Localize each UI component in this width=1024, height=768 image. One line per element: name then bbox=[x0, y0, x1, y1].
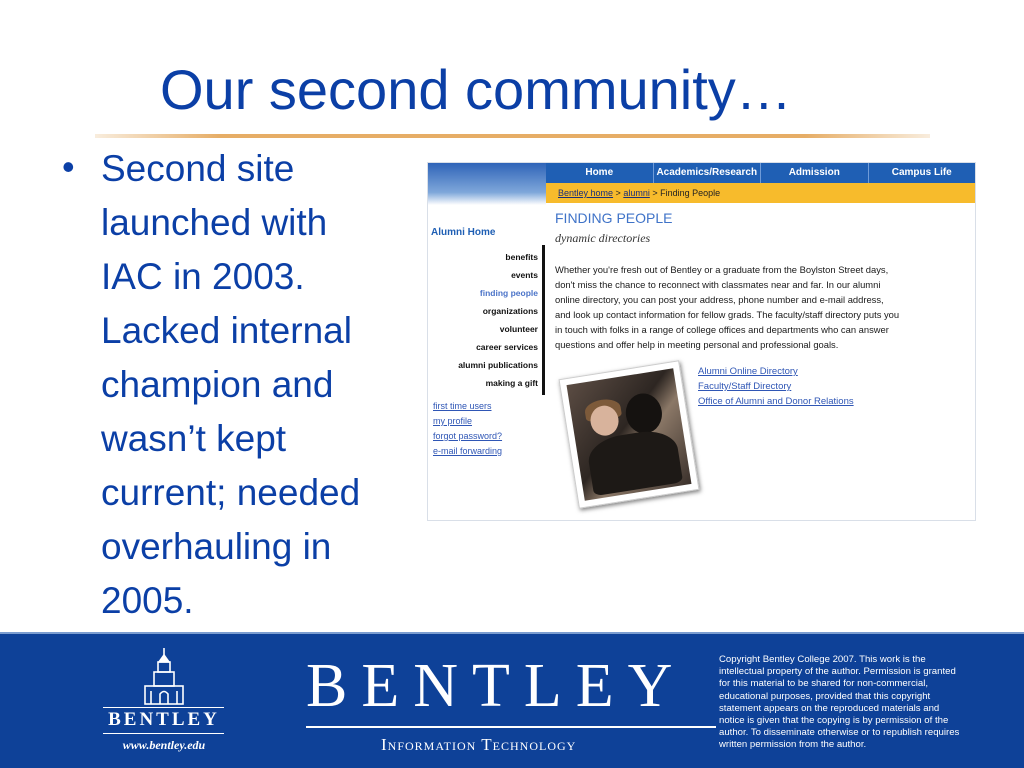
menu-item-alumni-publications[interactable]: alumni publications bbox=[458, 360, 538, 370]
brand-underline bbox=[306, 726, 716, 728]
site-header-gradient bbox=[428, 163, 546, 205]
copyright-line: for this material to be shared for non-commercial, bbox=[719, 678, 929, 690]
bentley-brand: BENTLEY bbox=[306, 652, 687, 720]
copyright-line: educational purposes, provided that this copyright bbox=[719, 690, 931, 702]
menu-item-career-services[interactable]: career services bbox=[476, 342, 538, 352]
menu-divider bbox=[542, 245, 545, 395]
first-time-users-link[interactable]: first time users bbox=[433, 401, 492, 411]
logo-rule-top bbox=[103, 707, 224, 708]
site-nav-campus-life[interactable]: Campus Life bbox=[891, 167, 952, 178]
copyright-line: statement appears on the reproduced materials and bbox=[719, 702, 940, 714]
bullet-line: overhauling in bbox=[101, 526, 332, 567]
logo-wordmark: BENTLEY bbox=[108, 709, 220, 730]
account-links bbox=[433, 399, 502, 459]
copyright-line: notice is given that the copying is by permission of the bbox=[719, 715, 949, 727]
breadcrumb-home-link[interactable]: Bentley home bbox=[558, 188, 614, 198]
bullet-line: 2005. bbox=[101, 580, 194, 621]
bullet-symbol: • bbox=[62, 146, 75, 187]
forgot-password-link[interactable]: forgot password? bbox=[433, 431, 503, 441]
email-forwarding-link[interactable]: e-mail forwarding bbox=[433, 446, 503, 456]
hug-photo bbox=[559, 360, 700, 508]
bullet-line: launched with bbox=[101, 202, 328, 243]
bullet-line: wasn’t kept bbox=[101, 418, 287, 459]
bullet-line: IAC in 2003. bbox=[101, 256, 305, 297]
my-profile-link[interactable]: my profile bbox=[433, 416, 473, 426]
menu-item-events[interactable]: events bbox=[511, 270, 538, 280]
body-line: don't miss the chance to reconnect with classmates near and far. In our alumni bbox=[555, 279, 881, 290]
logo-url: www.bentley.edu bbox=[122, 738, 206, 752]
alumni-home-link[interactable]: Alumni Home bbox=[431, 227, 496, 238]
directory-links bbox=[698, 364, 854, 409]
site-nav-admission[interactable]: Admission bbox=[761, 163, 869, 183]
page-body-text bbox=[555, 262, 967, 352]
breadcrumb bbox=[546, 183, 975, 203]
breadcrumb-current: Finding People bbox=[660, 188, 721, 198]
site-nav-home[interactable]: Home bbox=[546, 163, 654, 183]
slide-title: Our second community… bbox=[160, 58, 792, 121]
bullet-line: Second site bbox=[101, 148, 295, 189]
alumni-relations-link[interactable]: Office of Alumni and Donor Relations bbox=[698, 396, 854, 407]
site-top-nav bbox=[546, 163, 975, 183]
page-subheading: dynamic directories bbox=[555, 231, 651, 245]
faculty-directory-link[interactable]: Faculty/Staff Directory bbox=[698, 381, 792, 392]
menu-item-making-a-gift[interactable]: making a gift bbox=[485, 378, 538, 388]
breadcrumb-separator: > bbox=[649, 188, 661, 198]
body-line: online directory, you can post your address, phone number and e-mail address, bbox=[555, 294, 884, 305]
breadcrumb-separator: > bbox=[613, 188, 624, 198]
website-screenshot bbox=[427, 162, 976, 521]
breadcrumb-alumni-link[interactable]: alumni bbox=[623, 188, 650, 198]
photo-image bbox=[567, 368, 692, 500]
bullet-text bbox=[101, 142, 431, 628]
copyright-notice bbox=[719, 654, 1015, 752]
copyright-line: intellectual property of the author. Permission is granted bbox=[719, 666, 956, 678]
menu-item-organizations[interactable]: organizations bbox=[482, 306, 538, 316]
logo-rule-bottom bbox=[103, 733, 224, 734]
body-line: in touch with folks in a range of college offices and departments who can answer bbox=[555, 324, 889, 335]
copyright-line: author. To disseminate otherwise or to republish requires bbox=[719, 727, 960, 739]
menu-item-benefits[interactable]: benefits bbox=[505, 252, 538, 262]
page-heading: FINDING PEOPLE bbox=[555, 210, 673, 226]
copyright-line: written permission from the author. bbox=[719, 739, 867, 751]
bullet-line: current; needed bbox=[101, 472, 361, 513]
copyright-line: Copyright Bentley College 2007. This work is the bbox=[719, 654, 926, 665]
menu-item-volunteer[interactable]: volunteer bbox=[499, 324, 538, 334]
site-nav-academics[interactable]: Academics/Research bbox=[654, 163, 762, 183]
menu-item-finding-people[interactable]: finding people bbox=[479, 288, 538, 298]
alumni-menu bbox=[428, 251, 538, 395]
title-divider bbox=[95, 134, 930, 138]
body-line: Whether you're fresh out of Bentley or a graduate from the Boylston Street days, bbox=[555, 264, 889, 275]
bullet-line: champion and bbox=[101, 364, 334, 405]
bentley-tower-logo-icon bbox=[141, 647, 187, 705]
bullet-line: Lacked internal bbox=[101, 310, 352, 351]
body-line: questions and offer help in meeting personal and professional goals. bbox=[555, 339, 839, 350]
alumni-directory-link[interactable]: Alumni Online Directory bbox=[698, 366, 798, 377]
footer-top-rule bbox=[0, 632, 1024, 634]
body-line: and look up contact information for fellow grads. The faculty/staff directory puts you bbox=[555, 309, 900, 320]
department-name: Information Technology bbox=[381, 735, 577, 754]
